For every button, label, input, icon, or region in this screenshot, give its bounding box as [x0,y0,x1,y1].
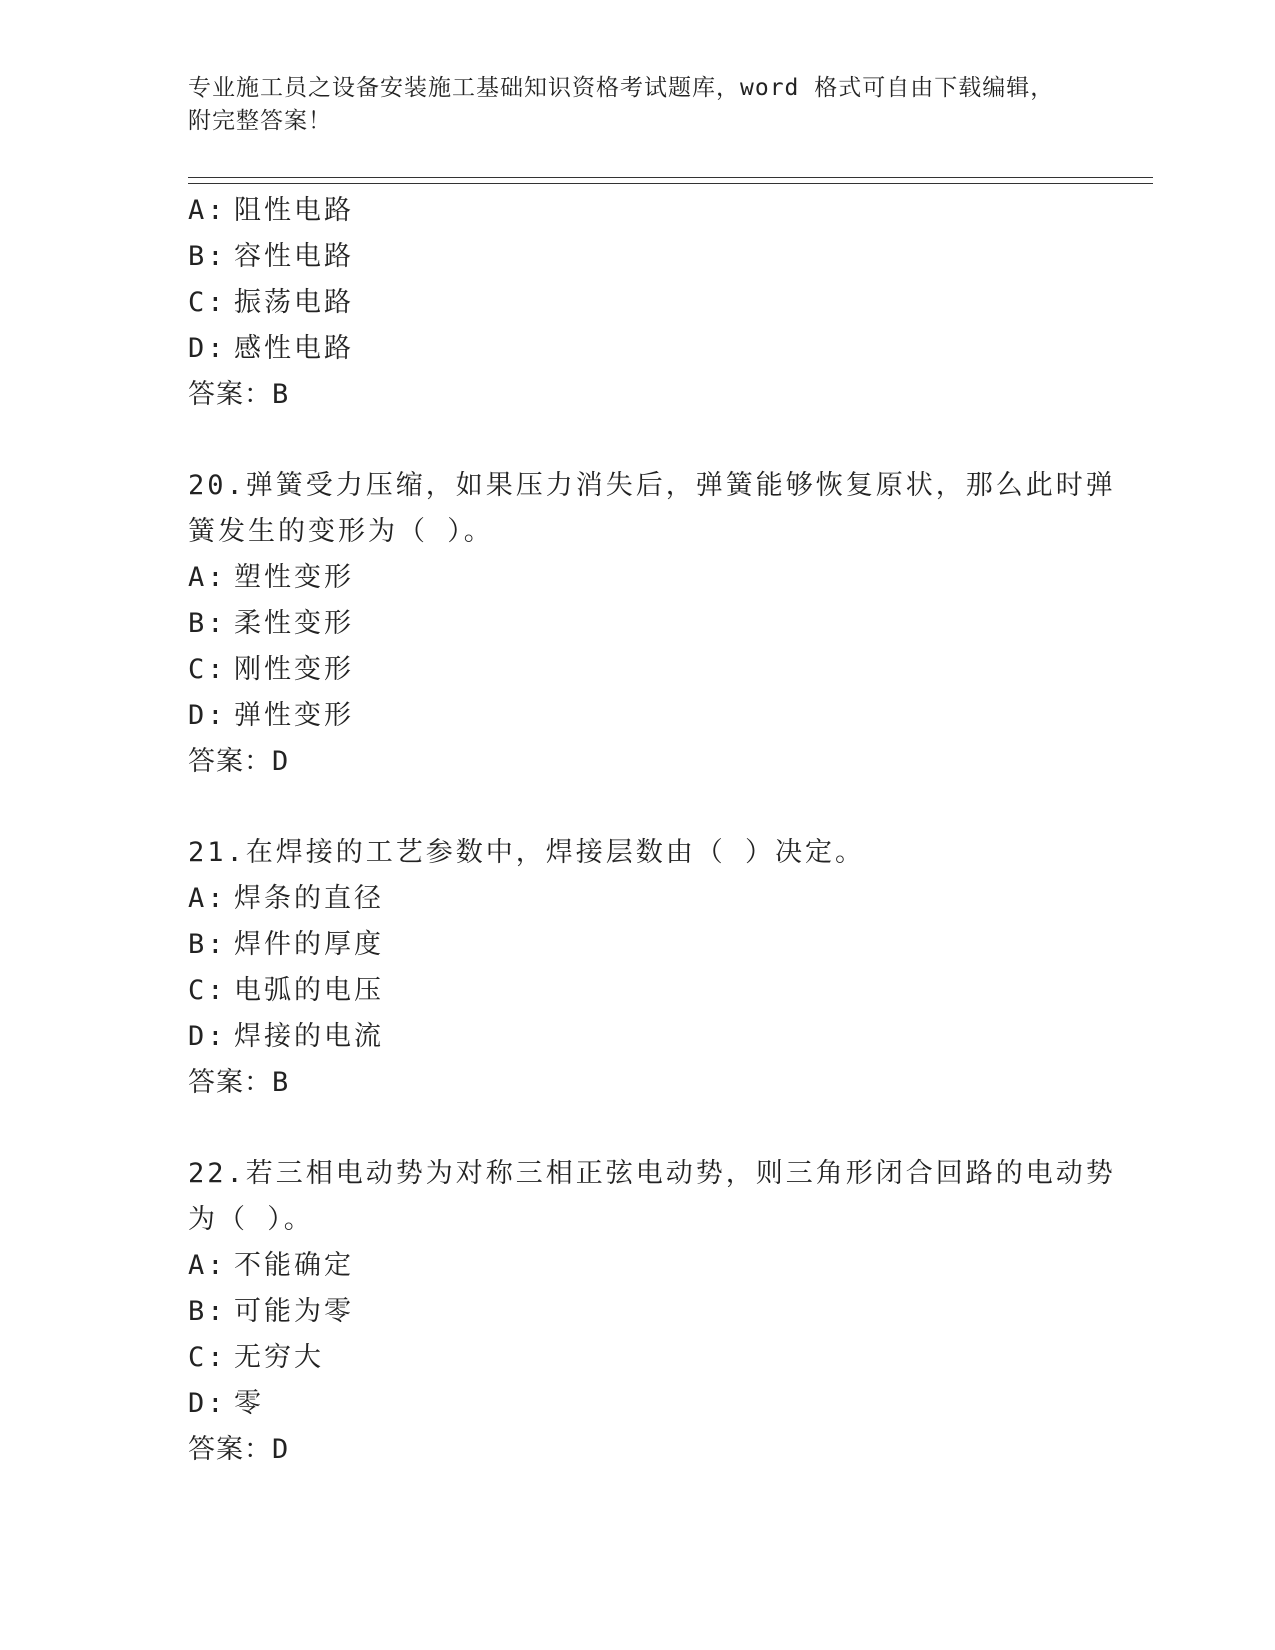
question-text-line: 21.在焊接的工艺参数中，焊接层数由（ ）决定。 [188,837,866,868]
answer-value: D [272,1434,292,1465]
question-22 [188,1151,1116,1473]
question-20 [188,463,1116,785]
answer-line [188,1427,1088,1473]
option-b [188,1289,1088,1335]
option-text: 容性电路 [234,241,354,272]
option-key: C: [188,287,227,318]
option-key: C: [188,975,227,1006]
option-text: 零 [234,1388,264,1419]
answer-label: 答案： [188,746,272,777]
header-line-2: 附完整答案！ [188,108,332,134]
option-c [188,968,1088,1014]
option-key: C: [188,654,227,685]
answer-line [188,372,1088,418]
option-key: A: [188,562,227,593]
option-key: B: [188,1296,227,1327]
option-key: D: [188,1388,227,1419]
option-key: B: [188,929,227,960]
option-text: 电弧的电压 [234,975,384,1006]
option-d [188,693,1088,739]
answer-value: B [272,1067,292,1098]
question-text-line: 簧发生的变形为（ ）。 [188,516,494,547]
option-key: A: [188,195,227,226]
option-b [188,601,1088,647]
option-text: 不能确定 [234,1250,354,1281]
option-text: 焊接的电流 [234,1021,384,1052]
option-key: D: [188,333,227,364]
option-text: 焊条的直径 [234,883,384,914]
answer-value: B [272,379,292,410]
question-list [188,188,1116,1473]
question-21 [188,830,1088,1106]
option-b [188,922,1088,968]
option-a [188,876,1088,922]
spacer [188,418,1088,463]
header-divider-top [188,177,1153,178]
option-c [188,280,1088,326]
option-text: 焊件的厚度 [234,929,384,960]
option-key: C: [188,1342,227,1373]
answer-line [188,739,1088,785]
question-fragment [188,188,1088,418]
option-text: 刚性变形 [234,654,354,685]
option-c [188,1335,1088,1381]
option-a [188,1243,1088,1289]
answer-label: 答案： [188,1434,272,1465]
option-c [188,647,1088,693]
option-a [188,555,1088,601]
option-text: 柔性变形 [234,608,354,639]
page-header [188,72,1088,138]
option-key: A: [188,1250,227,1281]
option-text: 可能为零 [234,1296,354,1327]
option-b [188,234,1088,280]
question-text-line: 为（ ）。 [188,1204,314,1235]
option-text: 无穷大 [234,1342,324,1373]
option-key: A: [188,883,227,914]
answer-line [188,1060,1088,1106]
header-divider-bottom [188,183,1153,184]
option-key: B: [188,241,227,272]
question-text-line: 22.若三相电动势为对称三相正弦电动势，则三角形闭合回路的电动势 [188,1158,1116,1189]
answer-value: D [272,746,292,777]
option-text: 塑性变形 [234,562,354,593]
spacer [188,1106,1088,1151]
option-d [188,1014,1088,1060]
option-key: B: [188,608,227,639]
option-text: 感性电路 [234,333,354,364]
header-line-1: 专业施工员之设备安装施工基础知识资格考试题库，word 格式可自由下载编辑， [188,75,1055,101]
option-d [188,1381,1088,1427]
option-a [188,188,1088,234]
option-key: D: [188,700,227,731]
option-text: 振荡电路 [234,287,354,318]
spacer [188,785,1088,830]
answer-label: 答案： [188,379,272,410]
option-text: 弹性变形 [234,700,354,731]
question-text-line: 20.弹簧受力压缩，如果压力消失后，弹簧能够恢复原状，那么此时弹 [188,470,1116,501]
option-key: D: [188,1021,227,1052]
option-d [188,326,1088,372]
option-text: 阻性电路 [234,195,354,226]
answer-label: 答案： [188,1067,272,1098]
